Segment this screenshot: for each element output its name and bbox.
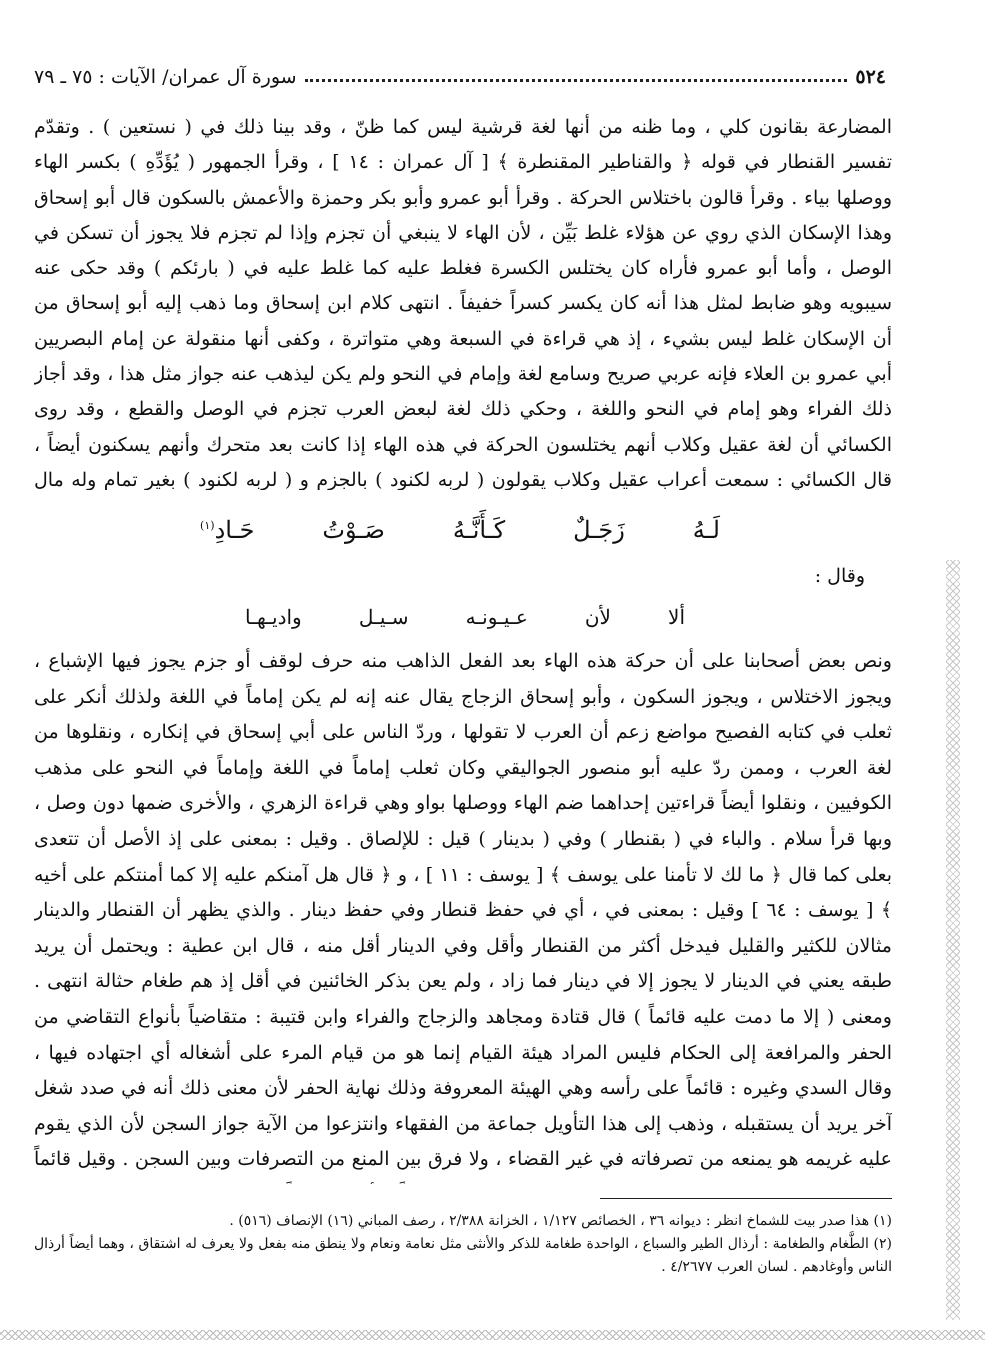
verse-word: زَجَـلٌ — [573, 516, 625, 544]
verse-word: لَـهُ — [692, 516, 720, 544]
verse-word: حَـادِ — [214, 516, 255, 544]
poetry-verse-2 — [245, 600, 685, 634]
poetry-verse-1 — [200, 510, 720, 550]
header-dotted-leader — [305, 73, 848, 82]
verse-word: صَـوْتُ — [322, 516, 385, 544]
body-paragraph-1 — [34, 110, 892, 490]
scan-edge-pattern-bottom — [0, 1330, 985, 1340]
footnote-1: (١) هذا صدر بيت للشماخ انظر : ديوانه ٣٦ ، الخصائص ١/١٢٧ ، الخزانة ٢/٣٨٨ ، رصف المباني (١٦) الإنصاف (٥١٦) . — [229, 1213, 892, 1229]
footnote-separator — [600, 1198, 892, 1199]
verse-word: كَـأَنَّـهُ — [452, 516, 506, 544]
page-number: ٥٢٤ — [855, 66, 886, 88]
scan-edge-pattern-right — [946, 560, 960, 1320]
verse-word-last — [200, 516, 254, 544]
page-header — [34, 62, 886, 92]
footnotes — [34, 1210, 892, 1279]
verse-word: لأن — [584, 605, 611, 629]
footnote-marker: (١) — [200, 519, 215, 532]
header-title: سورة آل عمران/ الآيات : ٧٥ ـ ٧٩ — [34, 66, 297, 88]
verse-word: واديـهـا — [245, 605, 302, 629]
qal-label: وقال : — [814, 565, 865, 587]
verse-word: ألا — [668, 605, 685, 629]
verse-word: عـيـونـه — [465, 605, 528, 629]
footnote-2: (٢) الطَّغام والطغامة : أرذال الطير والسباع ، الواحدة طغامة للذكر والأنثى مثل نعامة ونعام ولا ينطق منه بفعل ولا يعرف له اشتقاق ، وهما أيضاً أرذال الناس وأوغادهم . لسان العرب ٤/٢٦٧٧ . — [34, 1236, 892, 1275]
body-paragraph-2 — [34, 644, 892, 1184]
paragraph-text: ونص بعض أصحابنا على أن حركة هذه الهاء بعد الفعل الذاهب منه حرف لوقف أو جزم يجوز فيها الإشباع ، ويجوز الاختلاس ، ويجوز السكون ، وأبو إسحاق الزجاج يقال عنه إنه لم يكن إماماً في اللغة ولذلك أنكر على ثعلب في كتابه الفصيح مواضع زعم أن العرب لا تقولها ، وردّ الناس على أبي إسحاق في إنكاره ، ونقلوها من لغة العرب ، وممن ردّ عليه أبو منصور الجواليقي وكان ثعلب إماماً في اللغة وإماماً في النحو على مذهب الكوفيين ، ونقلوا أيضاً قراءتين إحداهما ضم الهاء ووصلها بواو وهي قراءة الزهري ، والأخرى ضمها دون وصل ، وبها قرأ سلام . والباء في ( بقنطار ) وفي ( بدينار ) قيل : للإلصاق . وقيل : بمعنى على إذ الأصل أن تتعدى بعلى كما قال ﴿ ما لك لا تأمنا على يوسف ﴾ [ يوسف : ١١ ] ، و ﴿ قال هل آمنكم عليه إلا كما أمنتكم على أخيه ﴾ [ يوسف : ٦٤ ] وقيل : بمعنى في ، أي في حفظ قنطار وفي حفظ دينار . والذي يظهر أن القنطار والدينار مثالان للكثير والقليل فيدخل أكثر من القنطار وأقل وفي الدينار أقل منه ، قال ابن عطية : ويحتمل أن يريد طبقه يعني في الدينار لا يجوز إلا في دينار فما زاد ، ولم يعن بذكر الخائنين في أقل إذ هم طغام حثالة انتهى . ومعنى ( إلا ما دمت عليه قائماً ) قال قتادة ومجاهد والزجاج والفراء وابن قتيبة : متقاضياً بأنواع التقاضي من الحفر والمرافعة إلى الحكام فليس المراد هيئة القيام إنما هو من قيام المرء على أشغاله أي اجتهاده فيها ، وقال السدي وغيره : قائماً على رأسه وهي الهيئة المعروفة وذلك نهاية الحفر لأن معنى ذلك أنه في صدد شغل آخر يريد أن يستقبله ، وذهب إلى هذا التأويل جماعة من الفقهاء وانتزعوا من الآية جواز السجن لأن الذي يقوم عليه غريمه هو يمنعه من تصرفاته في غير القضاء ، ولا فرق بين المنع من التصرفات وبين السجن . وقيل قائماً — [34, 650, 892, 1171]
paragraph-text: المضارعة بقانون كلي ، وما ظنه من أنها لغة قرشية ليس كما ظنّ ، وقد بينا ذلك في ( نستعين ) . وتقدّم تفسير القنطار في قوله ﴿ والقناطير المقنطرة ﴾ [ آل عمران : ١٤ ] ، وقرأ الجمهور ( يُؤَدِّهِ ) بكسر الهاء ووصلها بياء . وقرأ قالون باختلاس الحركة . وقرأ أبو عمرو وأبو بكر وحمزة والأعمش بالسكون قال أبو إسحاق وهذا الإسكان الذي روي عن هؤلاء غلط بَيِّن ، لأن الهاء لا ينبغي أن تجزم وإذا لم تجزم فلا يجوز أن تسكن في الوصل ، وأما أبو عمرو فأراه كان يختلس الكسرة فغلط عليه كما غلط عليه في ( بارئكم ) وقد حكى عنه سيبويه وهو ضابط لمثل هذا أنه كان يكسر كسراً خفيفاً . انتهى كلام ابن إسحاق وما ذهب إليه أبو إسحاق من أن الإسكان غلط ليس بشيء ، إذ هي قراءة في السبعة وهي متواترة ، وكفى أنها منقولة عن إمام البصريين أبي عمرو بن العلاء فإنه عربي صريح وسامع لغة وإمام في النحو ولم يكن ليذهب عنه جواز مثل هذا ، وقد أجاز ذلك الفراء وهو إمام في النحو واللغة ، وحكي ذلك لغة لبعض العرب تجزم في الوصل والقطع ، وقد روى الكسائي أن لغة عقيل وكلاب أنهم يختلسون الحركة في هذه الهاء إذا كانت بعد متحرك وأنهم يسكنون أيضاً ، قال الكسائي : سمعت أعراب عقيل وكلاب يقولون ( لربه لكنود ) بالجزم و ( لربه لكنود ) بغير تمام وله مال — [34, 116, 892, 490]
verse-word: سـيـل — [358, 605, 409, 629]
